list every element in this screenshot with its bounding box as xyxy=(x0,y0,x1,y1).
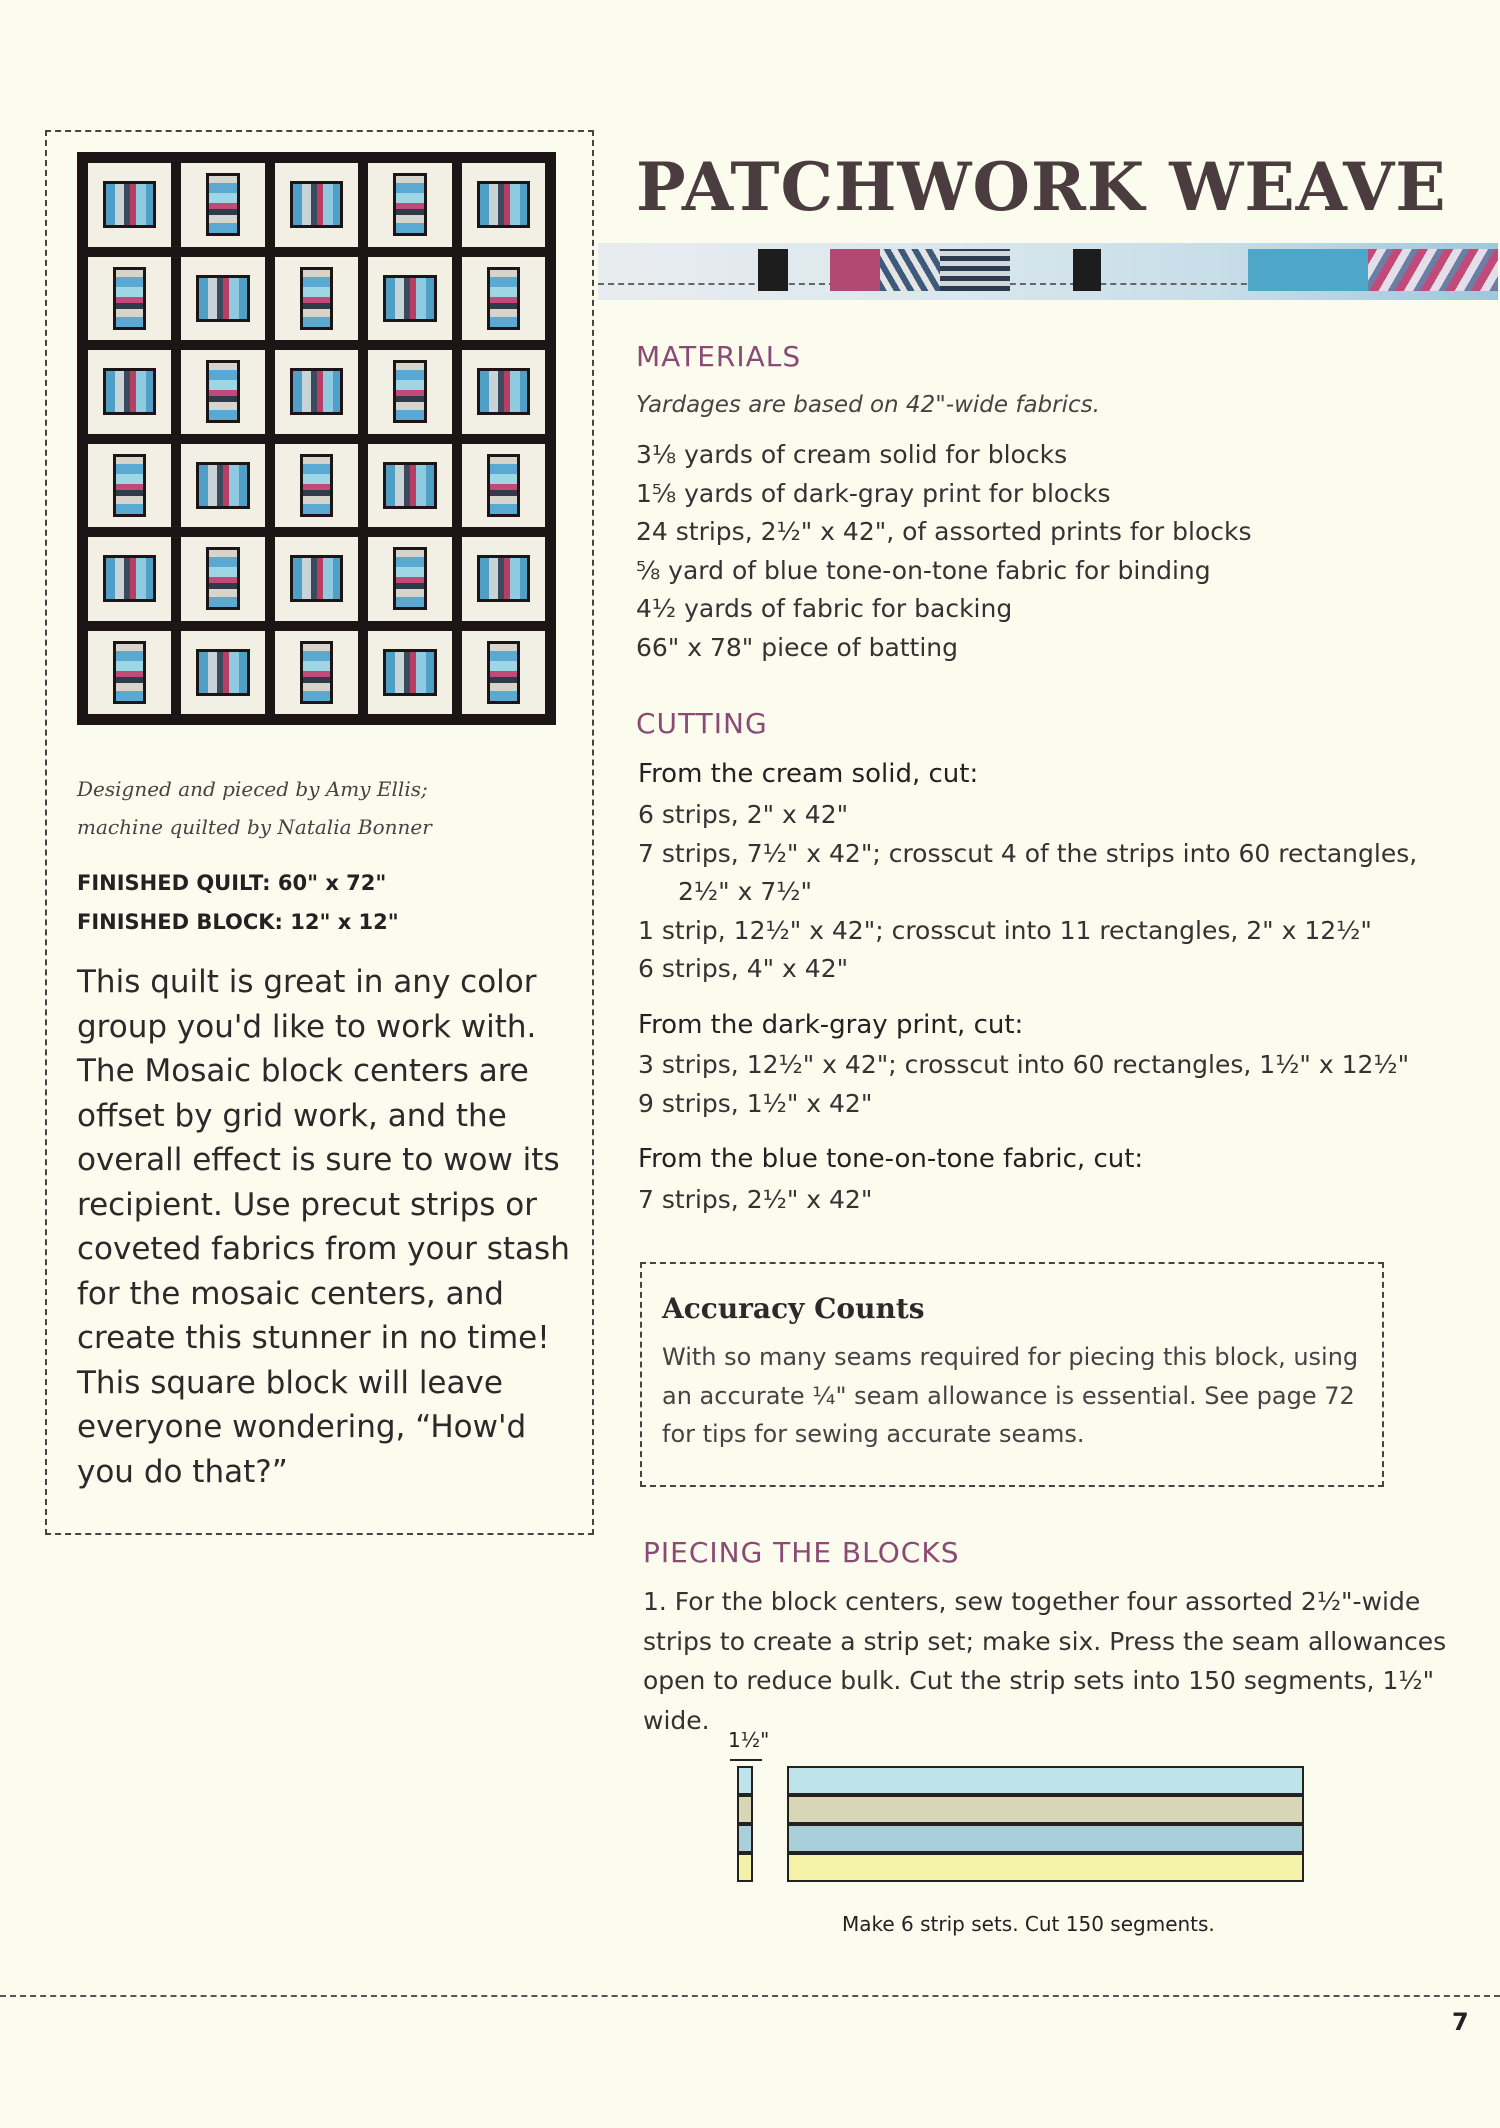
fabric-banner xyxy=(598,243,1498,300)
materials-item: 66" x 78" piece of batting xyxy=(636,632,959,662)
intro-line: overall effect is sure to wow its xyxy=(77,1142,560,1178)
quilt-block xyxy=(363,158,456,252)
mosaic-center xyxy=(290,368,343,415)
callout-line: With so many seams required for piecing this block, using xyxy=(662,1343,1359,1371)
intro-line: This quilt is great in any color xyxy=(77,964,537,1000)
mosaic-center xyxy=(393,547,426,610)
page-title: PATCHWORK WEAVE xyxy=(636,148,1447,226)
quilt-block xyxy=(83,626,176,720)
intro-paragraph xyxy=(77,960,587,1494)
strip-set-strip xyxy=(787,1853,1304,1882)
mosaic-center xyxy=(206,547,239,610)
mosaic-center xyxy=(383,649,436,696)
callout-body xyxy=(662,1338,1358,1454)
intro-line: everyone wondering, “How'd xyxy=(77,1409,527,1445)
intro-line: The Mosaic block centers are xyxy=(77,1053,529,1089)
quilt-block xyxy=(457,532,550,626)
intro-line: offset by grid work, and the xyxy=(77,1097,507,1134)
segment-piece xyxy=(737,1824,753,1853)
quilt-block xyxy=(270,439,363,533)
segment-width-label: 1½" xyxy=(728,1728,770,1752)
page-number: 7 xyxy=(1452,2008,1469,2036)
mosaic-center xyxy=(477,368,530,415)
mosaic-center xyxy=(393,173,426,236)
banner-patch-print xyxy=(1368,249,1498,291)
mosaic-center xyxy=(103,368,156,415)
quilt-block xyxy=(363,626,456,720)
quilt-block xyxy=(363,532,456,626)
piecing-heading: PIECING THE BLOCKS xyxy=(643,1536,960,1569)
cutting-group-title: From the blue tone-on-tone fabric, cut: xyxy=(638,1144,1144,1174)
materials-item: 4½ yards of fabric for backing xyxy=(636,594,1013,623)
mosaic-center xyxy=(290,181,343,228)
mosaic-center xyxy=(487,641,520,704)
cutting-line: 3 strips, 12½" x 42"; crosscut into 60 rectangles, 1½" x 12½" xyxy=(638,1050,1410,1079)
cutting-group-title: From the cream solid, cut: xyxy=(638,759,979,789)
intro-line: you do that?” xyxy=(77,1453,288,1490)
quilt-block xyxy=(270,626,363,720)
quilt-block xyxy=(270,345,363,439)
intro-line: group you'd like to work with. xyxy=(77,1008,537,1045)
quilt-block xyxy=(363,345,456,439)
callout-line: an accurate ¼" seam allowance is essential. See page 72 xyxy=(662,1381,1355,1410)
mosaic-center xyxy=(477,555,530,602)
credit-line-2: machine quilted by Natalia Bonner xyxy=(77,815,432,839)
quilt-block xyxy=(457,252,550,346)
mosaic-center xyxy=(196,649,249,696)
mosaic-center xyxy=(103,181,156,228)
mosaic-center xyxy=(487,454,520,517)
cutting-line: 2½" x 7½" xyxy=(678,877,812,906)
intro-line: create this stunner in no time! xyxy=(77,1320,550,1356)
strip-set-strip xyxy=(787,1824,1304,1853)
cutting-group-list xyxy=(638,1181,872,1220)
cutting-line: 6 strips, 4" x 42" xyxy=(638,954,849,983)
cutting-heading: CUTTING xyxy=(636,707,768,740)
mosaic-center xyxy=(383,275,436,322)
materials-list xyxy=(636,436,1252,667)
mosaic-center xyxy=(477,181,530,228)
quilt-block xyxy=(363,439,456,533)
cutting-group-list xyxy=(638,1046,1409,1123)
quilt-block xyxy=(83,252,176,346)
banner-patch-stripe xyxy=(880,249,940,291)
banner-patch-dark xyxy=(758,249,788,291)
piecing-step-1 xyxy=(643,1582,1500,1740)
mosaic-center xyxy=(300,454,333,517)
mosaic-center xyxy=(113,267,146,330)
quilt-block-grid xyxy=(83,158,550,719)
segment-piece xyxy=(737,1766,753,1795)
quilt-block xyxy=(83,532,176,626)
mosaic-center xyxy=(103,555,156,602)
materials-item: 3⅛ yards of cream solid for blocks xyxy=(636,440,1068,469)
quilt-photo xyxy=(77,152,556,725)
bottom-dashed-rule xyxy=(0,1995,1500,1997)
quilt-block xyxy=(270,252,363,346)
quilt-block xyxy=(457,158,550,252)
quilt-block xyxy=(176,158,269,252)
quilt-block xyxy=(83,439,176,533)
quilt-block xyxy=(363,252,456,346)
mosaic-center xyxy=(300,267,333,330)
finished-quilt-size: FINISHED QUILT: 60" x 72" xyxy=(77,871,387,895)
cutting-line: 6 strips, 2" x 42" xyxy=(638,800,849,829)
mosaic-center xyxy=(300,641,333,704)
cutting-line: 7 strips, 7½" x 42"; crosscut 4 of the strips into 60 rectangles, xyxy=(638,838,1418,868)
quilt-block xyxy=(83,158,176,252)
cutting-line: 1 strip, 12½" x 42"; crosscut into 11 rectangles, 2" x 12½" xyxy=(638,915,1372,945)
materials-item: ⅝ yard of blue tone-on-tone fabric for binding xyxy=(636,555,1211,585)
banner-patch-check xyxy=(940,249,1010,291)
quilt-block xyxy=(176,626,269,720)
credit-line-1: Designed and pieced by Amy Ellis; xyxy=(77,777,428,801)
materials-item: 1⅝ yards of dark-gray print for blocks xyxy=(636,478,1111,508)
mosaic-center xyxy=(290,555,343,602)
banner-patch-dark xyxy=(1073,249,1101,291)
segment-width-arrow xyxy=(730,1759,762,1761)
quilt-block xyxy=(176,252,269,346)
piecing-line: strips to create a strip set; make six. Press the seam allowances xyxy=(643,1626,1447,1656)
quilt-block xyxy=(270,158,363,252)
mosaic-center xyxy=(206,360,239,423)
segment-piece xyxy=(737,1795,753,1824)
mosaic-center xyxy=(393,360,426,423)
materials-heading: MATERIALS xyxy=(636,340,802,373)
quilt-block xyxy=(457,439,550,533)
piecing-line: open to reduce bulk. Cut the strip sets into 150 segments, 1½" wide. xyxy=(643,1666,1435,1735)
cutting-group-list xyxy=(638,796,1417,989)
segment-piece xyxy=(737,1853,753,1882)
strip-set-strip xyxy=(787,1766,1304,1795)
cutting-line: 7 strips, 2½" x 42" xyxy=(638,1185,873,1214)
intro-line: for the mosaic centers, and xyxy=(77,1275,504,1312)
quilt-block xyxy=(176,532,269,626)
mosaic-center xyxy=(196,462,249,509)
quilt-block xyxy=(176,439,269,533)
banner-patch-pink xyxy=(830,249,880,291)
piecing-line: 1. For the block centers, sew together four assorted 2½"-wide xyxy=(643,1587,1421,1616)
callout-line: for tips for sewing accurate seams. xyxy=(662,1420,1085,1448)
mosaic-center xyxy=(113,641,146,704)
cutting-line: 9 strips, 1½" x 42" xyxy=(638,1088,873,1118)
diagram-caption: Make 6 strip sets. Cut 150 segments. xyxy=(842,1912,1215,1936)
intro-line: recipient. Use precut strips or xyxy=(77,1186,538,1223)
quilt-block xyxy=(83,345,176,439)
quilt-block xyxy=(176,345,269,439)
finished-block-size: FINISHED BLOCK: 12" x 12" xyxy=(77,910,399,934)
materials-note: Yardages are based on 42"-wide fabrics. xyxy=(636,392,1100,418)
cutting-group-title: From the dark-gray print, cut: xyxy=(638,1010,1024,1040)
strip-set-strip xyxy=(787,1795,1304,1824)
intro-line: This square block will leave xyxy=(77,1364,503,1401)
mosaic-center xyxy=(487,267,520,330)
quilt-block xyxy=(270,532,363,626)
mosaic-center xyxy=(113,454,146,517)
mosaic-center xyxy=(383,462,436,509)
banner-patch-blue xyxy=(1248,249,1368,291)
quilt-block xyxy=(457,345,550,439)
mosaic-center xyxy=(206,173,239,236)
mosaic-center xyxy=(196,275,249,322)
quilt-block xyxy=(457,626,550,720)
materials-item: 24 strips, 2½" x 42", of assorted prints for blocks xyxy=(636,517,1252,546)
intro-line: coveted fabrics from your stash xyxy=(77,1231,570,1267)
callout-title: Accuracy Counts xyxy=(662,1292,925,1325)
